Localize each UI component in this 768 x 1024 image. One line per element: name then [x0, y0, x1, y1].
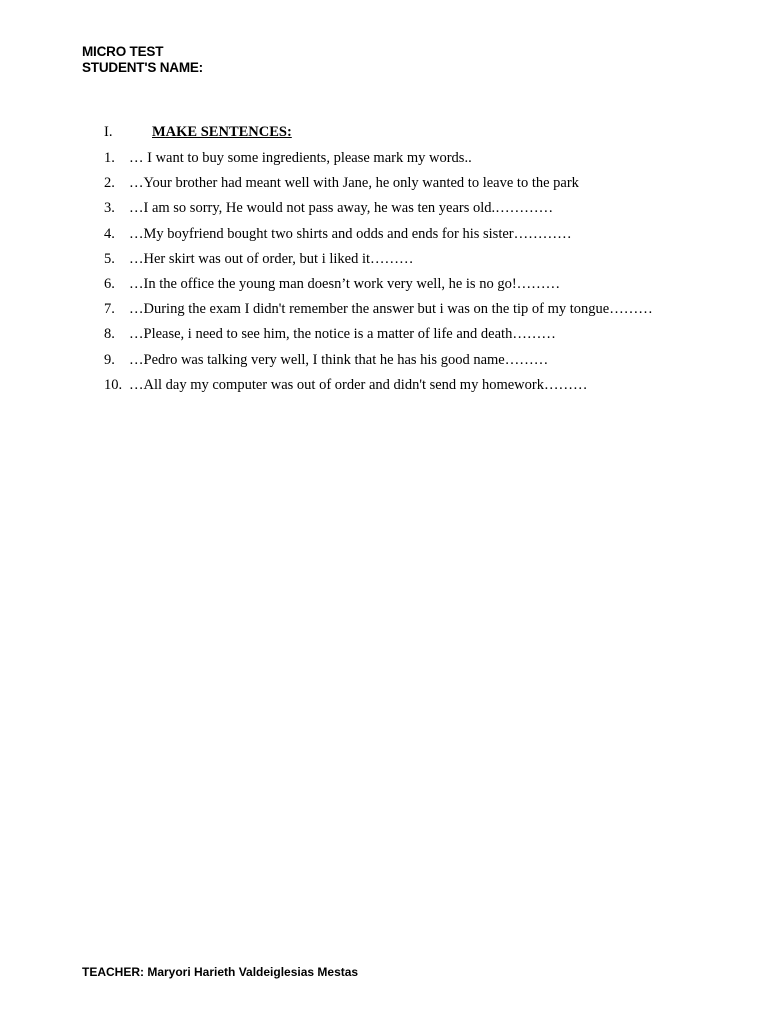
item-text: …Please, i need to see him, the notice is a matter of life and death……… [129, 326, 556, 343]
item-text: …Her skirt was out of order, but i liked it……… [129, 250, 414, 267]
item-text: … I want to buy some ingredients, please mark my words.. [129, 150, 472, 166]
list-item [104, 171, 704, 196]
item-number: 1. [104, 150, 115, 166]
item-number: 2. [104, 175, 115, 192]
sentence-list [104, 146, 704, 398]
item-number: 6. [104, 276, 115, 293]
section-heading [104, 121, 704, 143]
list-item [104, 297, 704, 322]
item-text: …My boyfriend bought two shirts and odds and ends for his sister………… [129, 225, 572, 242]
item-number: 4. [104, 225, 115, 242]
student-name-label: STUDENT'S NAME: [82, 60, 203, 75]
list-item [104, 146, 704, 171]
item-number: 9. [104, 351, 115, 368]
item-number: 8. [104, 326, 115, 343]
document-header [82, 44, 203, 76]
list-item [104, 322, 704, 347]
list-item [104, 348, 704, 373]
list-item [104, 272, 704, 297]
item-number: 7. [104, 301, 115, 318]
item-number: 10. [104, 376, 123, 393]
make-sentences-section [104, 121, 704, 398]
item-number: 3. [104, 200, 115, 217]
item-text: …During the exam I didn't remember the answer but i was on the tip of my tongue……… [129, 301, 653, 318]
item-text: …All day my computer was out of order and didn't send my homework……… [129, 376, 588, 393]
list-item [104, 373, 704, 398]
section-numeral: I. [104, 124, 113, 140]
item-text: …Pedro was talking very well, I think that he has his good name……… [129, 351, 549, 368]
list-item [104, 222, 704, 247]
teacher-footer: TEACHER: Maryori Harieth Valdeiglesias Mestas [82, 965, 359, 979]
item-number: 5. [104, 250, 115, 267]
test-title: MICRO TEST [82, 44, 164, 59]
item-text: …In the office the young man doesn’t work very well, he is no go!……… [129, 276, 561, 293]
item-text: …Your brother had meant well with Jane, he only wanted to leave to the park [129, 175, 579, 192]
item-text: …I am so sorry, He would not pass away, he was ten years old.………… [129, 200, 554, 217]
section-title: MAKE SENTENCES: [152, 124, 292, 140]
list-item [104, 247, 704, 272]
list-item [104, 196, 704, 221]
